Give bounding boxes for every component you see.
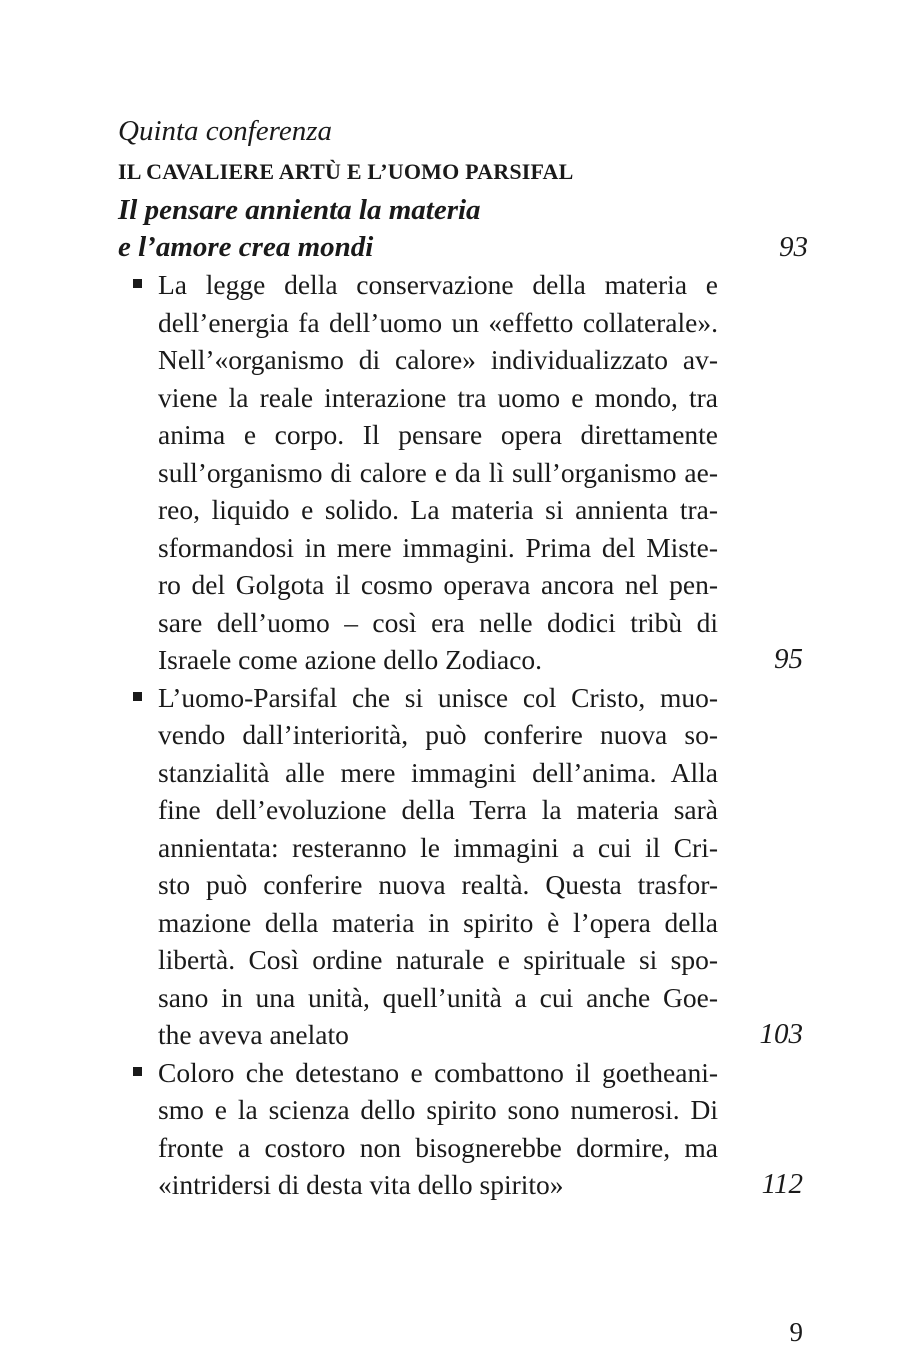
- text-line: viene la reale interazione tra uomo e mondo, tra: [158, 381, 718, 413]
- summary-item-text: [158, 679, 718, 1054]
- section-label: Quinta conferenza: [118, 115, 332, 147]
- item-page-number: 95: [774, 643, 803, 675]
- text-line: libertà. Così ordine naturale e spirituale si spo-: [158, 944, 718, 975]
- item-page-number: 103: [759, 1018, 803, 1050]
- text-line: sformandosi in mere immagini. Prima del Miste-: [158, 531, 718, 563]
- summary-item: [0, 1054, 905, 1204]
- text-line: mazione della materia in spirito è l’opera della: [158, 906, 718, 938]
- text-line: vendo dall’interiorità, può conferire nuova so-: [158, 719, 718, 750]
- folio-page-number: 9: [789, 1317, 803, 1347]
- text-line: the aveva anelato: [158, 1019, 349, 1050]
- item-page-number: 112: [761, 1168, 803, 1200]
- text-line: La legge della conservazione della materia e: [158, 269, 718, 300]
- subtitle-line-2-text: e l’amore crea mondi: [118, 231, 374, 263]
- text-line: ro del Golgota il cosmo operava ancora nel pen-: [158, 569, 718, 600]
- summary-item: [0, 679, 905, 1054]
- summary-item-text: [158, 1054, 718, 1204]
- text-line: smo e la scienza dello spirito sono numerosi. Di: [158, 1094, 718, 1125]
- text-line: fine dell’evoluzione della Terra la materia sarà: [158, 794, 718, 825]
- subtitle-line-2: [118, 229, 808, 266]
- chapter-subtitle: [118, 192, 808, 266]
- summary-item-text: [158, 266, 718, 679]
- text-line: L’uomo-Parsifal che si unisce col Cristo, muo-: [158, 681, 718, 713]
- text-line: sare dell’uomo – così era nelle dodici tribù di: [158, 606, 718, 638]
- section-title: IL CAVALIERE ARTÙ E L’UOMO PARSIFAL: [118, 159, 574, 184]
- text-line: sano in una unità, quell’unità a cui anche Goe-: [158, 981, 718, 1013]
- text-line: reo, liquido e solido. La materia si annienta tra-: [158, 494, 718, 525]
- text-line: stanzialità alle mere immagini dell’anima. Alla: [158, 756, 718, 788]
- text-line: Israele come azione dello Zodiaco.: [158, 644, 543, 675]
- text-line: anima e corpo. Il pensare opera direttamente: [158, 419, 718, 450]
- text-line: sull’organismo di calore e da lì sull’organismo ae-: [158, 456, 718, 488]
- text-line: fronte a costoro non bisognerebbe dormire, ma: [158, 1131, 718, 1163]
- text-line: annientata: resteranno le immagini a cui il Cri-: [158, 831, 718, 863]
- summary-item: [0, 266, 905, 679]
- square-bullet-icon: [133, 692, 142, 701]
- subtitle-line-1: Il pensare annienta la materia: [118, 194, 481, 226]
- square-bullet-icon: [133, 279, 142, 288]
- text-line: «intridersi di desta vita dello spirito»: [158, 1169, 564, 1200]
- text-line: dell’energia fa dell’uomo un «effetto collaterale».: [158, 306, 718, 338]
- text-line: Nell’«organismo di calore» individualizzato av-: [158, 344, 718, 375]
- text-line: sto può conferire nuova realtà. Questa trasfor-: [158, 869, 718, 900]
- summary-list: [0, 266, 905, 1204]
- text-line: Coloro che detestano e combattono il goetheani-: [158, 1056, 718, 1088]
- subtitle-page-number: 93: [779, 231, 808, 263]
- square-bullet-icon: [133, 1067, 142, 1076]
